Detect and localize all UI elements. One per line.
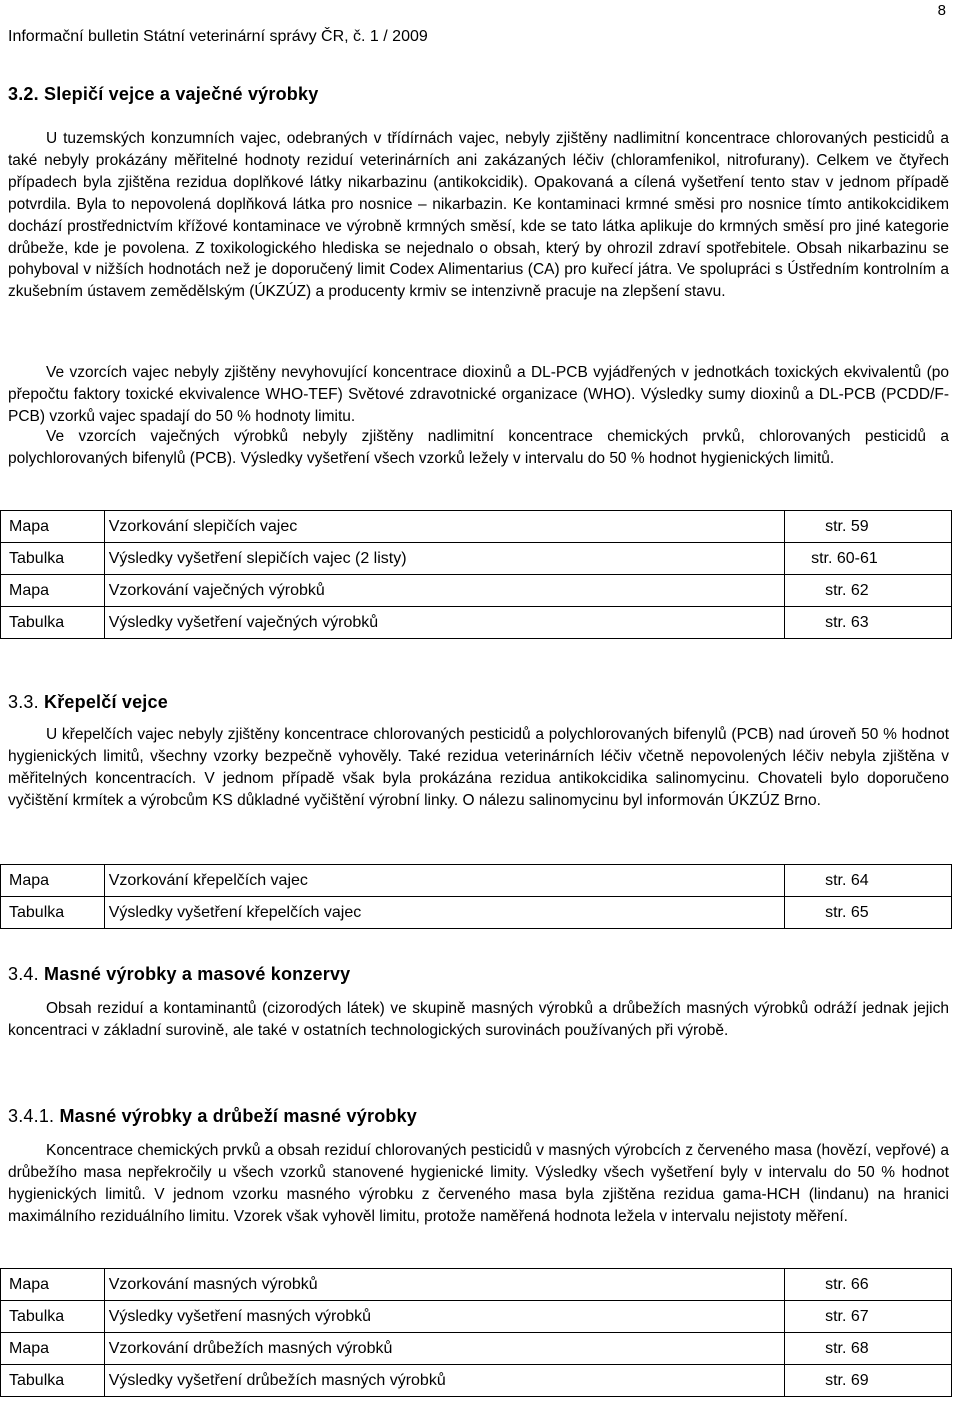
table-row [1,865,952,897]
ref-desc: Vzorkování drůbežích masných výrobků [104,1333,784,1365]
paragraph: U tuzemských konzumních vajec, odebraných v třídírnách vajec, nebyly zjištěny nadlimitní koncentrace chlorovaných pesticidů a také nebyly prokázány měřitelné hodnoty reziduí veterinárních ani zakázaných léčiv (chloramfenikol, nitrofurany). Celkem ve čtyřech případech byla zjištěna rezidua doplňkové látky nikarbazinu (antikokcidik). Opakovaná a cílená vyšetření tento stav v jednom případě potvrdila. Byla to nepovolená doplňková látka pro nosnice – nikarbazin. Ke kontaminaci krmné směsi pro nosnice tímto antikokcidikem dochází prostřednictvím křížové kontaminace ve výrobně krmných směsí, kde se tato látka aplikuje do krmných směsí pro jiné kategorie drůbeže, kde je povolena. Z toxikologického hlediska se nejednalo o obsah, který by ohrozil zdraví spotřebitele. Obsah nikarbazinu se pohyboval v nižších hodnotách než je doporučený limit Codex Alimentarius (CA) pro kuřecí játra. Ve spolupráci s Ústředním kontrolním a zkušebním ústavem zemědělským (ÚKZÚZ) a producenty krmiv se intenzivně pracuje na zlepšení stavu. [8,130,949,301]
ref-page: str. 67 [785,1301,952,1333]
section-title: Křepelčí vejce [44,692,168,712]
ref-desc: Výsledky vyšetření slepičích vajec (2 listy) [104,543,784,575]
reference-table [0,864,952,929]
section-heading-3-3 [8,692,168,713]
ref-kind: Tabulka [1,1365,105,1397]
section-number: 3.2. [8,84,39,104]
bulletin-header: Informační bulletin Státní veterinární správy ČR, č. 1 / 2009 [8,28,428,45]
table-row [1,1365,952,1397]
ref-kind: Mapa [1,1333,105,1365]
paragraph: Obsah reziduí a kontaminantů (cizorodých látek) ve skupině masných výrobků a drůbežích masných výrobků odráží jednak jejich koncentraci v základní surovině, ale také v ostatních technologických surovinách používaných při výrobě. [8,1000,949,1039]
ref-page: str. 60-61 [785,543,952,575]
ref-desc: Výsledky vyšetření masných výrobků [104,1301,784,1333]
ref-desc: Výsledky vyšetření vaječných výrobků [104,607,784,639]
ref-page: str. 64 [785,865,952,897]
ref-kind: Mapa [1,511,105,543]
section-title: Masné výrobky a masové konzervy [44,964,351,984]
table-row [1,543,952,575]
ref-desc: Výsledky vyšetření drůbežích masných výrobků [104,1365,784,1397]
ref-desc: Vzorkování vaječných výrobků [104,575,784,607]
section-title: Slepičí vejce a vaječné výrobky [44,84,319,104]
ref-desc: Výsledky vyšetření křepelčích vajec [104,897,784,929]
ref-page: str. 69 [785,1365,952,1397]
paragraph: Ve vzorcích vaječných výrobků nebyly zjištěny nadlimitní koncentrace chemických prvků, chlorovaných pesticidů a polychlorovaných bifenylů (PCB). Výsledky vyšetření všech vzorků ležely v intervalu do 50 % hodnot hygienických limitů. [8,428,949,467]
ref-desc: Vzorkování křepelčích vajec [104,865,784,897]
ref-kind: Mapa [1,575,105,607]
table-row [1,1333,952,1365]
section-title: Masné výrobky a drůbeží masné výrobky [59,1106,418,1126]
ref-kind: Tabulka [1,607,105,639]
ref-desc: Vzorkování masných výrobků [104,1269,784,1301]
ref-page: str. 66 [785,1269,952,1301]
ref-kind: Mapa [1,865,105,897]
reference-table [0,510,952,639]
page-number: 8 [937,2,946,19]
section-number: 3.3. [8,692,39,712]
paragraph: Koncentrace chemických prvků a obsah reziduí chlorovaných pesticidů v masných výrobcích z červeného masa (hovězí, vepřové) a drůbežího masa nepřekročily u všech vzorků stanovené hygienické limity. Výsledky všech vyšetření byly v intervalu do 50 % hodnot hygienických limitů. V jednom vzorku masného výrobku z červeného masa byla zjištěna rezidua gama-HCH (lindanu) na hranici maximálního reziduálního limitu. Vzorek však vyhověl limitu, protože naměřená hodnota ležela v intervalu nejistoty měření. [8,1142,949,1225]
paragraph: U křepelčích vajec nebyly zjištěny koncentrace chlorovaných pesticidů a polychlorovaných bifenylů (PCB) nad úroveň 50 % hodnot hygienických limitů, všechny vzorky bezpečně vyhověly. Také rezidua veterinárních léčiv včetně nepovolených léčiv nebyla zjištěna v měřitelných koncentracích. V jednom případě však byla prokázána rezidua antikokcidika salinomycinu. Chovateli bylo doporučeno vyčištění krmítek a výrobcům KS důkladné vyčištění výrobní linky. O nálezu salinomycinu byl informován ÚKZÚZ Brno. [8,726,949,809]
ref-page: str. 65 [785,897,952,929]
table-row [1,511,952,543]
ref-page: str. 59 [785,511,952,543]
section-heading-3-4 [8,964,350,985]
ref-kind: Tabulka [1,1301,105,1333]
ref-kind: Tabulka [1,897,105,929]
table-row [1,1269,952,1301]
paragraph: Ve vzorcích vajec nebyly zjištěny nevyhovující koncentrace dioxinů a DL-PCB vyjádřených v jednotkách toxických ekvivalentů (po přepočtu faktory toxické ekvivalence WHO-TEF) Světové zdravotnické organizace (WHO). Výsledky sumy dioxinů a DL-PCB (PCDD/F-PCB) vzorků vajec spadají do 50 % hodnoty limitu. [8,364,949,425]
table-row [1,607,952,639]
section-number: 3.4.1. [8,1106,55,1126]
section-number: 3.4. [8,964,39,984]
section-heading-3-2 [8,84,318,105]
ref-desc: Vzorkování slepičích vajec [104,511,784,543]
ref-page: str. 63 [785,607,952,639]
ref-page: str. 68 [785,1333,952,1365]
section-heading-3-4-1 [8,1106,417,1127]
table-row [1,575,952,607]
ref-kind: Tabulka [1,543,105,575]
table-row [1,1301,952,1333]
table-row [1,897,952,929]
ref-kind: Mapa [1,1269,105,1301]
ref-page: str. 62 [785,575,952,607]
reference-table [0,1268,952,1397]
